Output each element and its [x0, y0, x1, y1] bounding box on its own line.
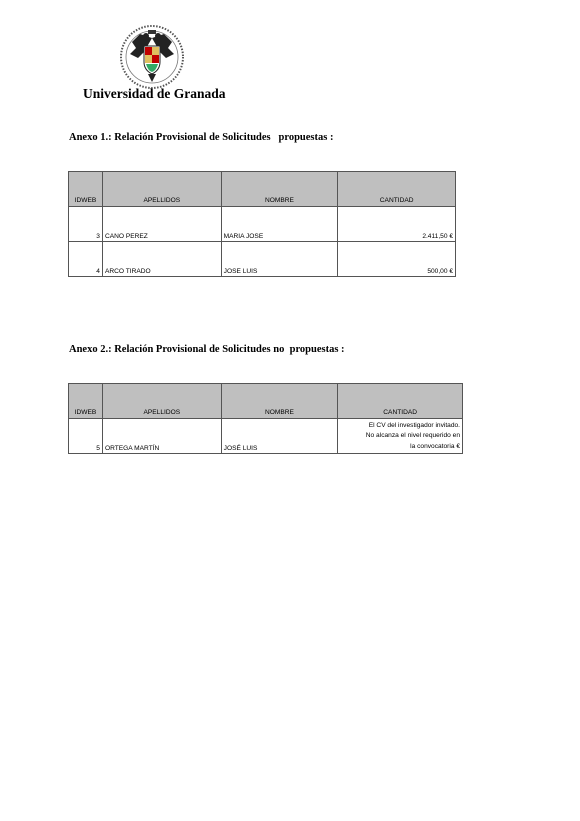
column-header-cantidad: CANTIDAD	[338, 172, 456, 207]
university-name: Universidad de Granada	[83, 86, 226, 101]
column-header-idweb: IDWEB	[69, 172, 103, 207]
table-row	[69, 419, 463, 454]
cell-apellidos: ARCO TIRADO	[102, 242, 221, 277]
column-header-apellidos: APELLIDOS	[102, 172, 221, 207]
column-header-nombre: NOMBRE	[221, 384, 338, 419]
cantidad-note-line: El CV del investigador invitado.	[368, 421, 460, 429]
cell-idweb: 5	[69, 419, 103, 454]
cell-apellidos: CANO PEREZ	[102, 207, 221, 242]
annex2-title: Anexo 2.: Relación Provisional de Solicitudes no propuestas :	[69, 344, 345, 355]
university-seal-logo	[118, 24, 186, 90]
cantidad-note-line: No alcanza el nivel requerido en	[365, 432, 460, 439]
cell-nombre: MARIA JOSE	[221, 207, 338, 242]
cantidad-note-line: la convocatoria €	[410, 442, 460, 450]
cell-cantidad	[338, 419, 463, 454]
table-row	[69, 207, 456, 242]
table-row	[69, 242, 456, 277]
cell-apellidos: ORTEGA MARTÍN	[102, 419, 221, 454]
cell-nombre: JOSÉ LUIS	[221, 419, 338, 454]
cell-nombre: JOSE LUIS	[221, 242, 338, 277]
table-header-row	[69, 384, 463, 419]
annex1-table	[68, 171, 456, 277]
cell-cantidad: 500,00 €	[338, 242, 456, 277]
annex2-table	[68, 383, 463, 454]
cell-idweb: 3	[69, 207, 103, 242]
cell-idweb: 4	[69, 242, 103, 277]
annex1-title: Anexo 1.: Relación Provisional de Solicitudes propuestas :	[69, 132, 334, 143]
column-header-apellidos: APELLIDOS	[102, 384, 221, 419]
column-header-idweb: IDWEB	[69, 384, 103, 419]
cell-cantidad: 2.411,50 €	[338, 207, 456, 242]
column-header-nombre: NOMBRE	[221, 172, 338, 207]
table-header-row	[69, 172, 456, 207]
column-header-cantidad: CANTIDAD	[338, 384, 463, 419]
